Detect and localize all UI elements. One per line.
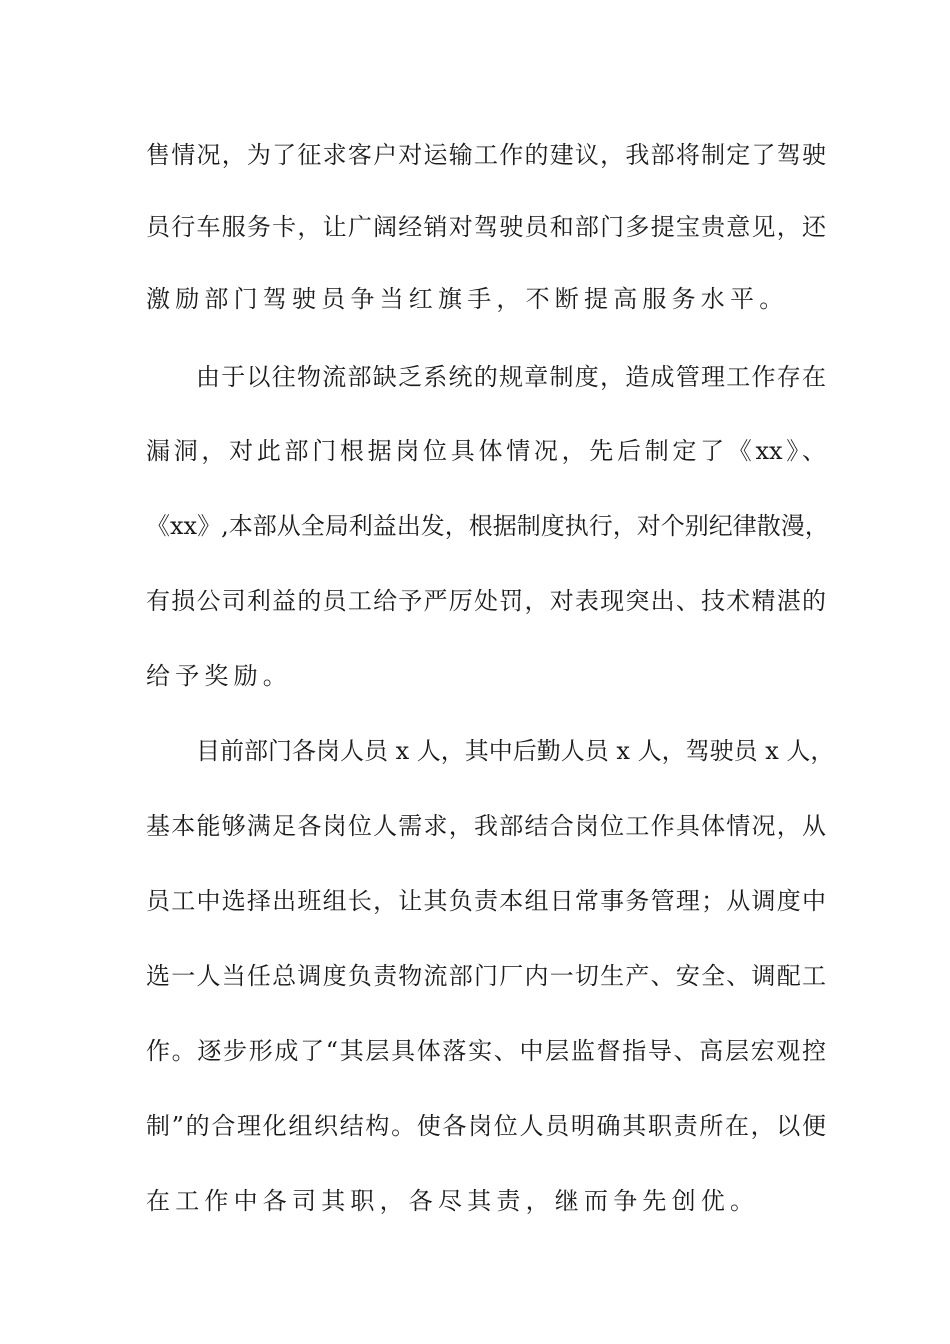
text-line: 在工作中各司其职，各尽其责，继而争先创优。: [146, 1187, 760, 1215]
text-line: 基本能够满足各岗位人需求，我部结合岗位工作具体情况，从: [146, 812, 826, 840]
paragraph-first-line: 目前部门各岗人员 x 人，其中后勤人员 x 人，驾驶员 x 人，: [196, 737, 835, 765]
text-line: 《xx》,本部从全局利益出发，根据制度执行，对个别纪律散漫，: [146, 512, 829, 540]
text-line: 售情况，为了征求客户对运输工作的建议，我部将制定了驾驶: [146, 141, 826, 169]
text-line: 制”的合理化组织结构。使各岗位人员明确其职责所在，以便: [146, 1112, 826, 1140]
text-line: 给予奖励。: [146, 662, 292, 690]
text-line: 选一人当任总调度负责物流部门厂内一切生产、安全、调配工: [146, 962, 826, 990]
paragraph-first-line: 由于以往物流部缺乏系统的规章制度，造成管理工作存在: [196, 363, 826, 391]
text-line: 有损公司利益的员工给予严厉处罚，对表现突出、技术精湛的: [146, 587, 826, 615]
text-line: 激励部门驾驶员争当红旗手，不断提高服务水平。: [146, 285, 789, 313]
text-line: 员工中选择出班组长，让其负责本组日常事务管理；从调度中: [146, 887, 826, 915]
text-line: 作。逐步形成了“其层具体落实、中层监督指导、高层宏观控: [146, 1037, 826, 1065]
text-line: 漏洞，对此部门根据岗位具体情况，先后制定了《xx》、: [146, 437, 826, 465]
text-line: 员行车服务卡，让广阔经销对驾驶员和部门多提宝贵意见，还: [146, 213, 826, 241]
